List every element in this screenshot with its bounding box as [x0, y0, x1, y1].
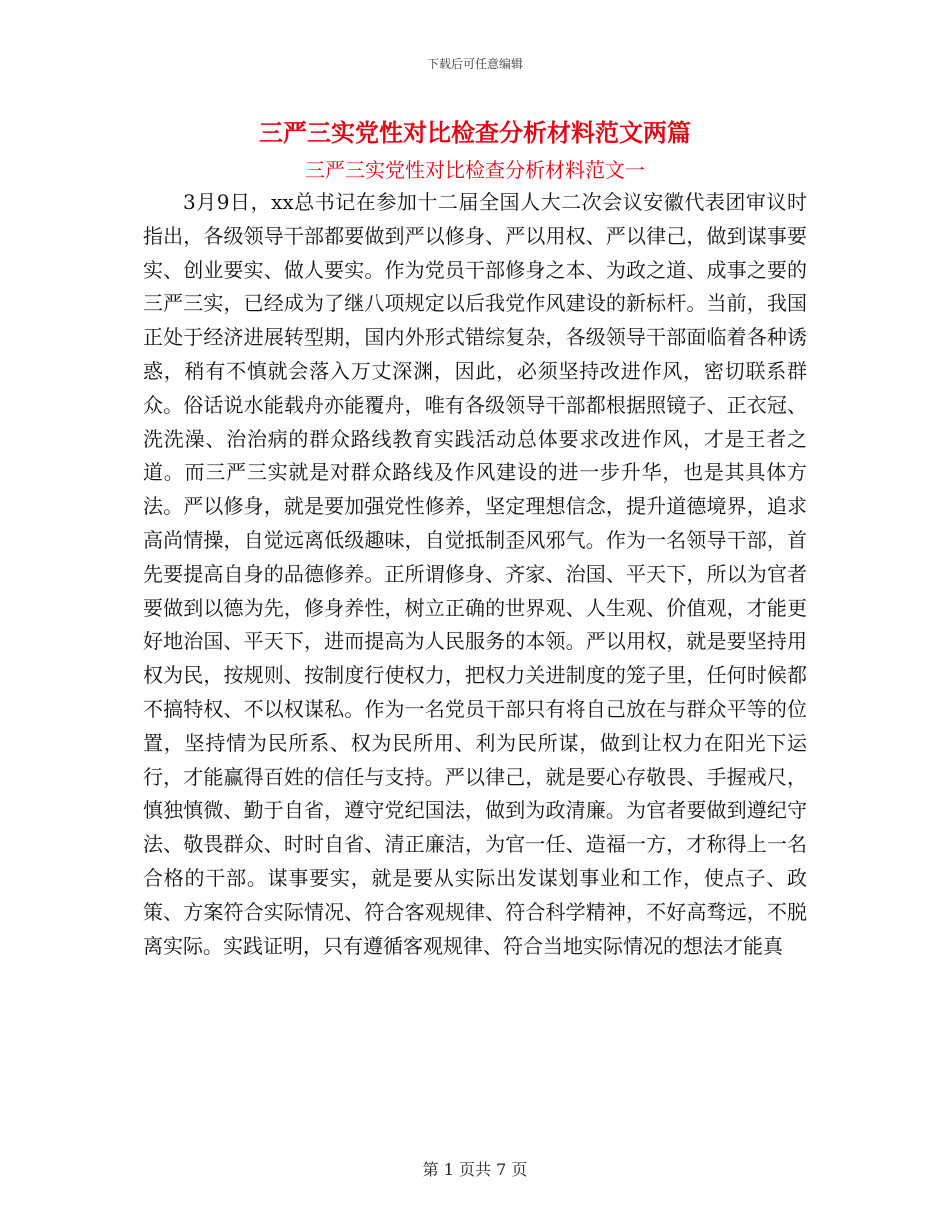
document-title: 三严三实党性对比检查分析材料范文两篇 — [259, 118, 691, 147]
page-footer: 第 1 页共 7 页 — [422, 1160, 528, 1179]
body-paragraph: 3月9日，xx总书记在参加十二届全国人大二次会议安徽代表团审议时指出，各级领导干部都要做到严以修身、严以用权、严以律己，做到谋事要实、创业要实、做人要实。作为党员干部修身之本、为政之道、成事之要的三严三实，已经成为了继八项规定以后我党作风建设的新标杆。当前，我国正处于经济进展转型期，国内外形式错综复杂，各级领导干部面临着各种诱惑，稍有不慎就会落入万丈深渊，因此，必须坚持改进作风，密切联系群众。俗话说水能载舟亦能覆舟，唯有各级领导干部都根据照镜子、正衣冠、洗洗澡、治治病的群众路线教育实践活动总体要求改进作风，才是王者之道。而三严三实就是对群众路线及作风建设的进一步升华，也是其具体方法。严以修身，就是要加强党性修养，坚定理想信念，提升道德境界，追求高尚情操，自觉远离低级趣味，自觉抵制歪风邪气。作为一名领导干部，首先要提高自身的品德修养。正所谓修身、齐家、治国、平天下，所以为官者要做到以德为先，修身养性，树立正确的世界观、人生观、价值观，才能更好地治国、平天下，进而提高为人民服务的本领。严以用权，就是要坚持用权为民，按规则、按制度行使权力，把权力关进制度的笼子里，任何时候都不搞特权、不以权谋私。作为一名党员干部只有将自己放在与群众平等的位置，坚持情为民所系、权为民所用、利为民所谋，做到让权力在阳光下运行，才能赢得百姓的信任与支持。严以律己，就是要心存敬畏、手握戒尺，慎独慎微、勤于自省，遵守党纪国法，做到为政清廉。为官者要做到遵纪守法、敬畏群众、时时自省、清正廉洁，为官一任、造福一方，才称得上一名合格的干部。谋事要实，就是要从实际出发谋划事业和工作，使点子、政策、方案符合实际情况、符合客观规律、符合科学精神，不好高骛远，不脱离实际。实践证明，只有遵循客观规律、符合当地实际情况的想法才能真 — [143, 190, 807, 958]
document-subtitle: 三严三实党性对比检查分析材料范文一 — [305, 158, 645, 182]
header-note: 下载后可任意编辑 — [426, 57, 523, 71]
